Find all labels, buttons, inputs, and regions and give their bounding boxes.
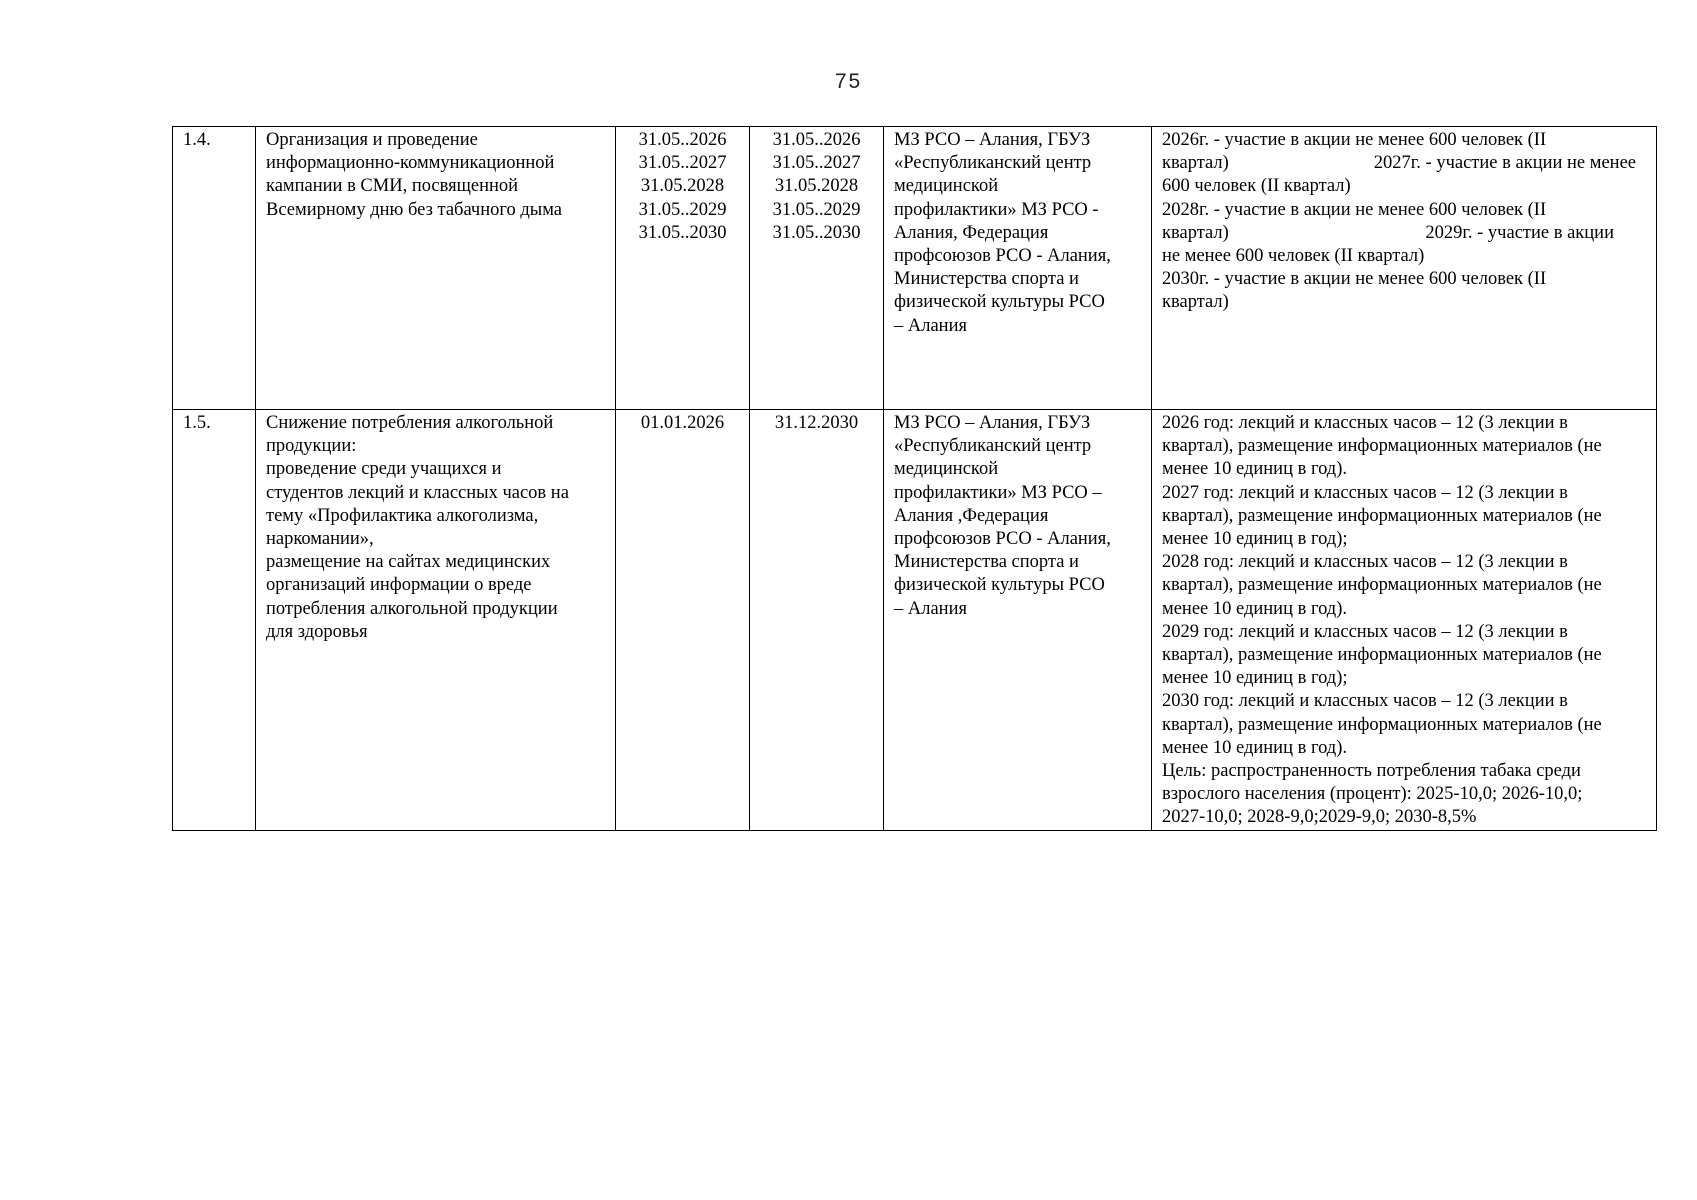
end-dates: 31.12.2030 <box>750 410 884 831</box>
expected-result <box>1152 127 1657 410</box>
result-line: 2030г. - участие в акции не менее 600 человек (II <box>1162 269 1547 290</box>
expected-result: 2026 год: лекций и классных часов – 12 (3 лекции в квартал), размещение информационных материалов (не менее 10 единиц в год). 2027 год: лекций и классных часов – 12 (3 лекции в квартал), размещение информационных материалов (не менее 10 единиц в год); 2028 год: лекций и классных часов – 12 (3 лекции в квартал), размещение информационных материалов (не менее 10 единиц в год). 2029 год: лекций и классных часов – 12 (3 лекции в квартал), размещение информационных материалов (не менее 10 единиц в год); 2030 год: лекций и классных часов – 12 (3 лекции в квартал), размещение информационных материалов (не менее 10 единиц в год). Цель: распространенность потребления табака среди взрослого населения (процент): 2025-10,0; 2026-10,0; 2027-10,0; 2028-9,0;2029-9,0; 2030-8,5% <box>1152 410 1657 831</box>
row-number: 1.4. <box>173 127 256 410</box>
result-line <box>1162 152 1646 175</box>
measure-title: Организация и проведение информационно-коммуникационной кампании в СМИ, посвященной Всемирному дню без табачного дыма <box>256 127 616 410</box>
start-dates: 31.05..2026 31.05..2027 31.05.2028 31.05..2029 31.05..2030 <box>616 127 750 410</box>
table-row <box>173 410 1657 831</box>
result-fragment: 2027г. - участие в акции не менее <box>1373 153 1636 174</box>
measures-table <box>172 126 1657 831</box>
result-fragment: квартал) <box>1162 222 1229 243</box>
result-line: квартал) <box>1162 292 1229 313</box>
page-number: 75 <box>834 70 863 93</box>
result-line <box>1162 222 1646 245</box>
result-line: 2026г. - участие в акции не менее 600 человек (II <box>1162 130 1547 150</box>
result-line: 2028г. - участие в акции не менее 600 человек (II <box>1162 199 1547 220</box>
table-row <box>173 127 1657 410</box>
end-dates: 31.05..2026 31.05..2027 31.05.2028 31.05..2029 31.05..2030 <box>750 127 884 410</box>
executors: МЗ РСО – Алания, ГБУЗ «Республиканский центр медицинской профилактики» МЗ РСО - Алания, Федерация профсоюзов РСО - Алания, Министерства спорта и физической культуры РСО – Алания <box>884 127 1152 410</box>
row-number: 1.5. <box>173 410 256 831</box>
result-fragment: квартал) <box>1162 153 1229 174</box>
result-line: 600 человек (II квартал) <box>1162 176 1351 197</box>
executors: МЗ РСО – Алания, ГБУЗ «Республиканский центр медицинской профилактики» МЗ РСО – Алания ,Федерация профсоюзов РСО - Алания, Министерства спорта и физической культуры РСО – Алания <box>884 410 1152 831</box>
result-line: не менее 600 человек (II квартал) <box>1162 246 1425 267</box>
measure-title: Снижение потребления алкогольной продукции: проведение среди учащихся и студентов лекций и классных часов на тему «Профилактика алкоголизма, наркомании», размещение на сайтах медицинских организаций информации о вреде потребления алкогольной продукции для здоровья <box>256 410 616 831</box>
start-dates: 01.01.2026 <box>616 410 750 831</box>
result-fragment: 2029г. - участие в акции <box>1425 222 1614 243</box>
